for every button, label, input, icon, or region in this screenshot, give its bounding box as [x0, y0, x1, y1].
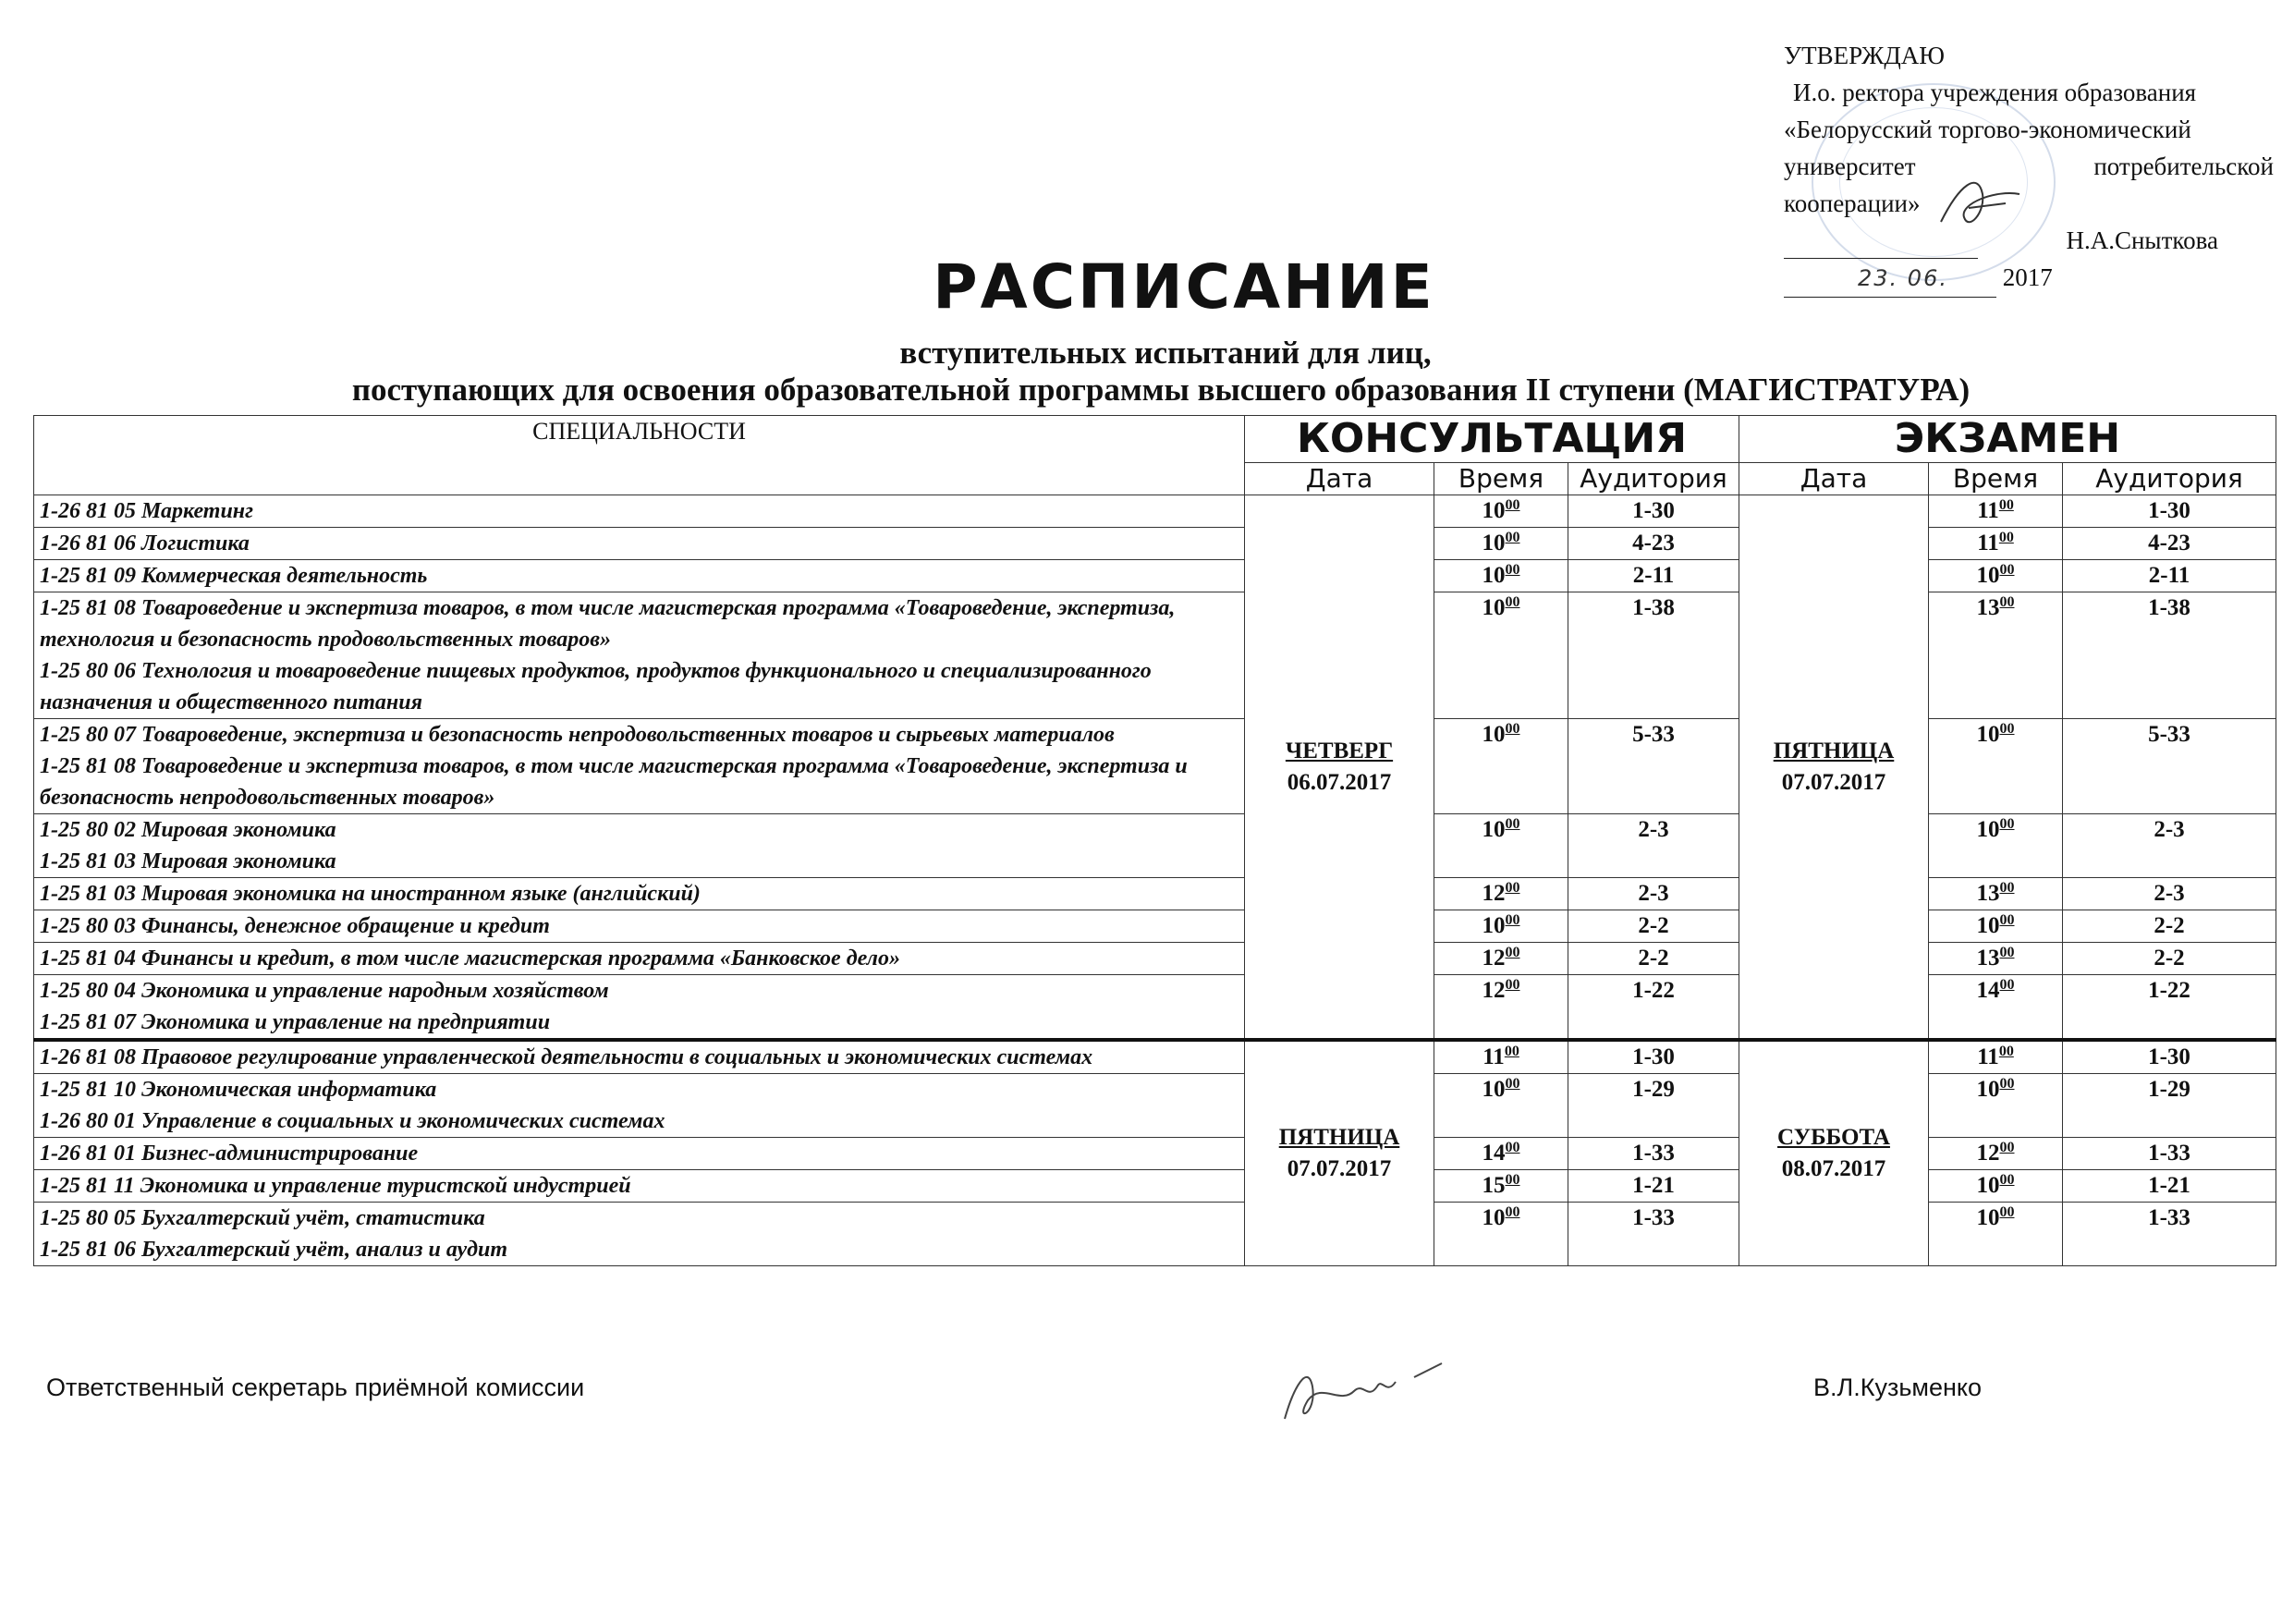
table-row — [34, 1138, 2276, 1170]
specialty-line: 1-25 81 08 Товароведение и экспертиза товаров, в том числе магистерская программа «Товароведение, экспертиза, технология и безопасность продовольственных товаров» — [40, 596, 1176, 652]
exam-time-cell — [1929, 592, 2063, 719]
footer-role: Ответственный секретарь приёмной комиссии — [46, 1374, 585, 1401]
approval-line-4: кооперации» — [1784, 189, 1921, 217]
document-subtitle-1: вступительных испытаний для лиц, — [899, 335, 1432, 371]
table-row — [34, 495, 2276, 528]
consult-time-cell — [1434, 1170, 1568, 1203]
exam-room-cell: 1-33 — [2063, 1138, 2276, 1170]
consult-time-cell — [1434, 719, 1568, 814]
exam-day: СУББОТА — [1777, 1125, 1890, 1150]
secretary-signature — [1266, 1349, 1460, 1433]
specialty-line: 1-25 81 08 Товароведение и экспертиза товаров, в том числе магистерская программа «Товароведение, экспертиза и безопасность непродовольственных товаров» — [40, 754, 1188, 810]
time-hours: 10 — [1976, 1205, 2000, 1230]
approval-line-3a: университет — [1784, 153, 1916, 180]
approval-signer: Н.А.Сныткова — [2066, 226, 2218, 254]
exam-time-cell — [1929, 1040, 2063, 1074]
table-row — [34, 528, 2276, 560]
time-hours: 12 — [1482, 978, 1506, 1003]
table-row — [34, 719, 2276, 814]
time-hours: 11 — [1977, 531, 1999, 556]
specialty-cell — [34, 719, 1245, 814]
consult-room-cell: 5-33 — [1568, 719, 1739, 814]
header-exam-date: Дата — [1739, 463, 1929, 495]
exam-room-cell: 2-2 — [2063, 910, 2276, 943]
approval-year: 2017 — [2002, 263, 2053, 291]
exam-room-cell: 1-30 — [2063, 1040, 2276, 1074]
time-minutes: 00 — [1505, 497, 1520, 513]
specialty-line: 1-25 81 10 Экономическая информатика — [40, 1078, 437, 1102]
time-hours: 14 — [1482, 1141, 1506, 1166]
specialty-cell — [34, 910, 1245, 943]
approval-line-2: «Белорусский торгово-экономический — [1784, 116, 2191, 143]
consult-date: 06.07.2017 — [1287, 769, 1392, 795]
specialty-line: 1-25 80 03 Финансы, денежное обращение и кредит — [40, 914, 550, 938]
footer-name: В.Л.Кузьменко — [1813, 1374, 1983, 1401]
time-minutes: 00 — [1505, 880, 1520, 896]
time-hours: 10 — [1482, 1077, 1506, 1102]
table-row — [34, 975, 2276, 1041]
consult-time-cell — [1434, 814, 1568, 878]
consult-date-cell — [1245, 495, 1434, 1041]
consult-room-cell: 2-3 — [1568, 814, 1739, 878]
specialty-line: 1-25 80 05 Бухгалтерский учёт, статистика — [40, 1206, 485, 1230]
specialty-cell — [34, 1170, 1245, 1203]
specialty-cell — [34, 495, 1245, 528]
consult-room-cell: 1-21 — [1568, 1170, 1739, 1203]
time-hours: 10 — [1482, 498, 1506, 523]
specialty-line: 1-25 80 02 Мировая экономика — [40, 818, 336, 842]
table-row — [34, 1040, 2276, 1074]
consult-time-cell — [1434, 1203, 1568, 1266]
time-hours: 10 — [1482, 913, 1506, 938]
exam-time-cell — [1929, 943, 2063, 975]
specialty-line: 1-25 80 04 Экономика и управление народным хозяйством — [40, 979, 609, 1003]
specialty-line: 1-26 80 01 Управление в социальных и экономических системах — [40, 1109, 665, 1133]
specialty-cell — [34, 878, 1245, 910]
consult-room-cell: 4-23 — [1568, 528, 1739, 560]
specialty-line: 1-25 80 07 Товароведение, экспертиза и безопасность непродовольственных товаров и сырьевых материалов — [40, 723, 1115, 747]
time-hours: 12 — [1976, 1141, 2000, 1166]
specialty-line: 1-26 81 01 Бизнес-администрирование — [40, 1142, 419, 1166]
specialty-line: 1-26 81 08 Правовое регулирование управленческой деятельности в социальных и экономических системах — [40, 1045, 1093, 1069]
exam-day: ПЯТНИЦА — [1773, 738, 1895, 763]
time-hours: 11 — [1977, 498, 1999, 523]
header-exam-time: Время — [1929, 463, 2063, 495]
time-minutes: 00 — [1999, 977, 2015, 993]
time-hours: 10 — [1976, 1077, 2000, 1102]
approval-date-handwritten: 23. 06. — [1858, 265, 1948, 291]
consult-room-cell: 1-30 — [1568, 495, 1739, 528]
exam-time-cell — [1929, 495, 2063, 528]
specialty-cell — [34, 1138, 1245, 1170]
time-minutes: 00 — [1505, 912, 1520, 928]
table-row — [34, 910, 2276, 943]
approval-heading: УТВЕРЖДАЮ — [1784, 42, 1946, 69]
consult-day: ЧЕТВЕРГ — [1285, 738, 1394, 763]
consult-time-cell — [1434, 1074, 1568, 1138]
exam-time-cell — [1929, 560, 2063, 592]
time-hours: 14 — [1976, 978, 2000, 1003]
header-specialties: СПЕЦИАЛЬНОСТИ — [34, 416, 1245, 495]
time-hours: 11 — [1977, 1044, 1999, 1069]
consult-room-cell: 1-33 — [1568, 1203, 1739, 1266]
time-minutes: 00 — [1505, 1172, 1520, 1188]
consult-day: ПЯТНИЦА — [1278, 1125, 1400, 1150]
specialty-line: 1-25 81 04 Финансы и кредит, в том числе магистерская программа «Банковское дело» — [40, 946, 900, 971]
exam-time-cell — [1929, 1074, 2063, 1138]
consult-date: 07.07.2017 — [1287, 1156, 1392, 1181]
table-row — [34, 560, 2276, 592]
table-header-row-1 — [34, 416, 2276, 463]
specialty-line: 1-25 81 03 Мировая экономика на иностранном языке (английский) — [40, 882, 701, 906]
exam-room-cell: 2-3 — [2063, 878, 2276, 910]
consult-room-cell: 1-33 — [1568, 1138, 1739, 1170]
time-hours: 12 — [1482, 881, 1506, 906]
time-hours: 10 — [1976, 563, 2000, 588]
specialty-line: 1-25 80 06 Технология и товароведение пищевых продуктов, продуктов функционального и специализированного назначения и общественного питания — [40, 659, 1152, 714]
time-minutes: 00 — [1999, 816, 2015, 832]
exam-room-cell: 1-21 — [2063, 1170, 2276, 1203]
table-row — [34, 943, 2276, 975]
specialty-cell — [34, 814, 1245, 878]
document-subtitle-2: поступающих для освоения образовательной программы высшего образования II ступени (МАГИСТРАТУРА) — [351, 372, 1971, 408]
time-minutes: 00 — [1998, 530, 2014, 545]
time-minutes: 00 — [1999, 594, 2015, 610]
consult-time-cell — [1434, 878, 1568, 910]
specialty-cell — [34, 560, 1245, 592]
time-hours: 10 — [1482, 563, 1506, 588]
specialty-cell — [34, 975, 1245, 1041]
time-hours: 10 — [1482, 1205, 1506, 1230]
table-row — [34, 878, 2276, 910]
exam-date: 08.07.2017 — [1781, 1156, 1886, 1181]
schedule-body — [34, 495, 2276, 1266]
exam-time-cell — [1929, 1138, 2063, 1170]
time-minutes: 00 — [1504, 1044, 1519, 1059]
time-hours: 13 — [1976, 595, 2000, 620]
time-minutes: 00 — [1505, 530, 1520, 545]
exam-time-cell — [1929, 910, 2063, 943]
specialty-line: 1-26 81 05 Маркетинг — [40, 499, 253, 523]
consult-time-cell — [1434, 592, 1568, 719]
consult-room-cell: 1-22 — [1568, 975, 1739, 1041]
specialty-cell — [34, 1074, 1245, 1138]
header-consult-date: Дата — [1245, 463, 1434, 495]
exam-date-cell — [1739, 495, 1929, 1041]
table-row — [34, 1203, 2276, 1266]
time-minutes: 00 — [1998, 497, 2014, 513]
consult-room-cell: 2-2 — [1568, 910, 1739, 943]
header-consultation: КОНСУЛЬТАЦИЯ — [1245, 416, 1739, 463]
consult-time-cell — [1434, 1138, 1568, 1170]
time-hours: 11 — [1483, 1044, 1505, 1069]
time-minutes: 00 — [1505, 594, 1520, 610]
exam-time-cell — [1929, 1170, 2063, 1203]
consult-time-cell — [1434, 910, 1568, 943]
specialty-line: 1-25 81 06 Бухгалтерский учёт, анализ и аудит — [40, 1238, 508, 1262]
time-minutes: 00 — [1998, 1044, 2014, 1059]
specialty-cell — [34, 1203, 1245, 1266]
exam-room-cell: 5-33 — [2063, 719, 2276, 814]
time-minutes: 00 — [1999, 880, 2015, 896]
exam-room-cell: 2-11 — [2063, 560, 2276, 592]
time-hours: 10 — [1976, 817, 2000, 842]
table-row — [34, 592, 2276, 719]
time-minutes: 00 — [1505, 977, 1520, 993]
consult-time-cell — [1434, 495, 1568, 528]
time-hours: 10 — [1482, 531, 1506, 556]
exam-room-cell: 1-33 — [2063, 1203, 2276, 1266]
document-title: РАСПИСАНИЕ — [933, 251, 1435, 323]
time-minutes: 00 — [1505, 721, 1520, 737]
exam-room-cell: 2-2 — [2063, 943, 2276, 975]
time-minutes: 00 — [1505, 1140, 1520, 1155]
exam-room-cell: 1-29 — [2063, 1074, 2276, 1138]
time-hours: 15 — [1482, 1173, 1506, 1198]
time-hours: 10 — [1482, 817, 1506, 842]
consult-time-cell — [1434, 975, 1568, 1041]
approval-line-3b: потребительской — [2093, 153, 2274, 180]
consult-time-cell — [1434, 1040, 1568, 1074]
table-row — [34, 1170, 2276, 1203]
time-hours: 10 — [1976, 722, 2000, 747]
specialty-cell — [34, 592, 1245, 719]
specialty-line: 1-25 81 03 Мировая экономика — [40, 849, 336, 873]
exam-time-cell — [1929, 1203, 2063, 1266]
schedule-table — [33, 415, 2276, 1266]
specialty-line: 1-25 81 07 Экономика и управление на предприятии — [40, 1010, 551, 1034]
table-row — [34, 814, 2276, 878]
time-minutes: 00 — [1505, 1204, 1520, 1220]
exam-time-cell — [1929, 528, 2063, 560]
exam-date: 07.07.2017 — [1781, 769, 1886, 795]
time-hours: 13 — [1976, 946, 2000, 971]
consult-room-cell: 2-3 — [1568, 878, 1739, 910]
time-minutes: 00 — [1505, 562, 1520, 578]
exam-room-cell: 1-38 — [2063, 592, 2276, 719]
time-hours: 10 — [1482, 722, 1506, 747]
consult-room-cell: 1-38 — [1568, 592, 1739, 719]
table-row — [34, 1074, 2276, 1138]
exam-room-cell: 1-22 — [2063, 975, 2276, 1041]
consult-room-cell: 2-2 — [1568, 943, 1739, 975]
specialty-cell — [34, 943, 1245, 975]
exam-date-cell — [1739, 1040, 1929, 1266]
approval-line-1: И.о. ректора учреждения образования — [1793, 79, 2197, 106]
header-exam-room: Аудитория — [2063, 463, 2276, 495]
consult-room-cell: 1-30 — [1568, 1040, 1739, 1074]
specialty-line: 1-25 81 09 Коммерческая деятельность — [40, 564, 428, 588]
consult-room-cell: 1-29 — [1568, 1074, 1739, 1138]
time-minutes: 00 — [1505, 1076, 1520, 1092]
time-hours: 10 — [1976, 913, 2000, 938]
consult-room-cell: 2-11 — [1568, 560, 1739, 592]
header-consult-room: Аудитория — [1568, 463, 1739, 495]
exam-room-cell: 1-30 — [2063, 495, 2276, 528]
specialty-line: 1-26 81 06 Логистика — [40, 531, 250, 556]
time-minutes: 00 — [1999, 945, 2015, 960]
consult-date-cell — [1245, 1040, 1434, 1266]
consult-time-cell — [1434, 528, 1568, 560]
exam-time-cell — [1929, 878, 2063, 910]
exam-room-cell: 2-3 — [2063, 814, 2276, 878]
specialty-line: 1-25 81 11 Экономика и управление туристской индустрией — [40, 1174, 631, 1198]
rector-signature — [1932, 166, 2033, 240]
time-minutes: 00 — [1505, 816, 1520, 832]
time-hours: 13 — [1976, 881, 2000, 906]
time-minutes: 00 — [1999, 1076, 2015, 1092]
specialty-cell — [34, 528, 1245, 560]
exam-time-cell — [1929, 719, 2063, 814]
time-minutes: 00 — [1999, 1172, 2015, 1188]
exam-time-cell — [1929, 975, 2063, 1041]
time-minutes: 00 — [1999, 562, 2015, 578]
time-minutes: 00 — [1999, 721, 2015, 737]
time-hours: 10 — [1976, 1173, 2000, 1198]
consult-time-cell — [1434, 560, 1568, 592]
time-minutes: 00 — [1999, 1204, 2015, 1220]
exam-time-cell — [1929, 814, 2063, 878]
header-exam: ЭКЗАМЕН — [1739, 416, 2276, 463]
header-consult-time: Время — [1434, 463, 1568, 495]
specialty-cell — [34, 1040, 1245, 1074]
exam-room-cell: 4-23 — [2063, 528, 2276, 560]
time-minutes: 00 — [1999, 1140, 2015, 1155]
time-minutes: 00 — [1999, 912, 2015, 928]
consult-time-cell — [1434, 943, 1568, 975]
time-minutes: 00 — [1505, 945, 1520, 960]
time-hours: 10 — [1482, 595, 1506, 620]
time-hours: 12 — [1482, 946, 1506, 971]
